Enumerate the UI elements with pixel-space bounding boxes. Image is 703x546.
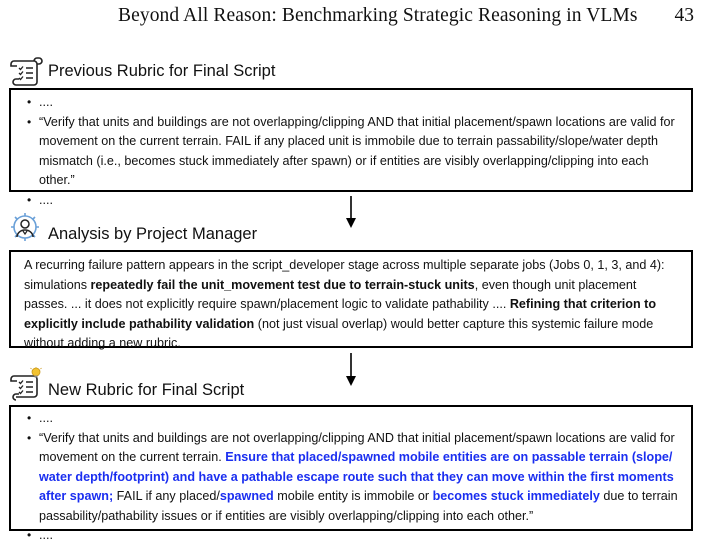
bold-span: Refining that criterion to explicitly include pathability validation (24, 297, 657, 331)
highlight-span: Ensure that placed/spawned mobile entities are on passable terrain (slope/ water depth/footprint) and have a pathable escape route such that they can move within the first moments after spawn; (39, 450, 674, 503)
analysis-box (9, 250, 693, 348)
manager-gear-icon (8, 211, 44, 245)
bold-span: repeatedly fail the unit_movement test due to terrain-stuck units (90, 277, 475, 292)
list-item: • .... (39, 191, 685, 211)
page-number: 43 (674, 5, 694, 26)
text-span: due to terrain passability/pathability issues or if entities are visibly overlapping/clipping into each other.” (39, 489, 678, 523)
text-span: , even though unit placement passes. ... it does not explicitly require spawn/placement logic to validate pathability .... (24, 277, 637, 311)
previous-rubric-box (9, 88, 693, 207)
text-span: mobile entity is immobile or (273, 489, 433, 503)
highlight-span: spawned (219, 489, 274, 503)
list-item: • .... (39, 409, 685, 429)
new-rubric-box (9, 405, 693, 542)
text-span: “Verify that units and buildings are not overlapping/clipping AND that initial placement/spawn locations are valid for movement on the current terrain. (39, 430, 675, 464)
text-span: A recurring failure pattern appears in the script_developer stage across multiple separate jobs (Jobs 0, 1, 3, and 4): simulations (24, 258, 665, 292)
scroll-checklist-icon (8, 55, 44, 89)
analysis-text (11, 252, 691, 354)
paper-title: Beyond All Reason: Benchmarking Strategic Reasoning in VLMs (118, 5, 638, 26)
list-item (39, 429, 685, 527)
down-arrow-icon (344, 195, 358, 229)
down-arrow-icon (344, 352, 358, 387)
highlight-span: becomes stuck immediately (432, 489, 600, 503)
page-header (0, 0, 703, 40)
analysis-title: Analysis by Project Manager (48, 225, 258, 243)
list-item: • “Verify that units and buildings are not overlapping/clipping AND that initial placement/spawn locations are valid for movement on the current terrain. FAIL if any placed unit is immobile due to terrain passability/slope/water depth mismatch (i.e., becomes stuck immediately after spawn) or if entities are visibly overlapping/clipping into each other.” (39, 113, 685, 191)
new-rubric-title: New Rubric for Final Script (48, 381, 245, 399)
list-item: • .... (39, 526, 685, 546)
text-span: (not just visual overlap) would better capture this systemic failure mode without adding a new rubric. (24, 316, 654, 350)
scroll-checklist-lightbulb-icon (8, 367, 44, 401)
text-span: FAIL if any placed/ (113, 489, 220, 503)
previous-rubric-title: Previous Rubric for Final Script (48, 62, 276, 80)
list-item: • .... (39, 93, 685, 113)
